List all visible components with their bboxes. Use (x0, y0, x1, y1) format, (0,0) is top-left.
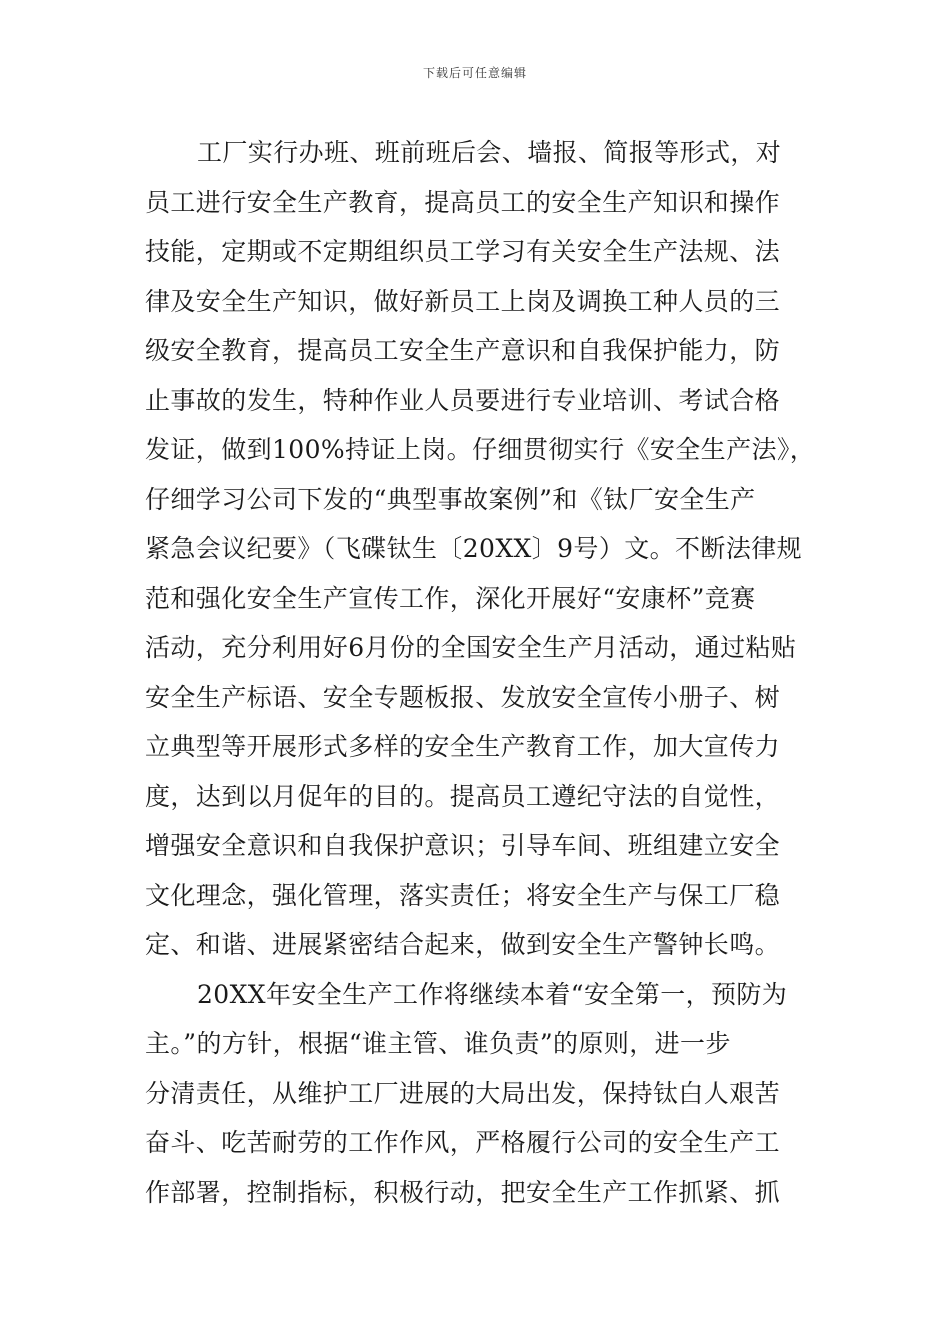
paragraph-1 (145, 128, 816, 970)
paragraph-2 (145, 970, 805, 1218)
text-line: 技能，定期或不定期组织员工学习有关安全生产法规、法 (145, 237, 781, 266)
text-line: 发证，做到100%持证上岗。仔细贯彻实行《安全生产法》， (145, 435, 816, 464)
text-line: 度，达到以月促年的目的。提高员工遵纪守法的自觉性， (145, 781, 781, 811)
document-body (145, 128, 816, 1217)
text-line: 立典型等开展形式多样的安全生产教育工作，加大宣传力 (145, 732, 781, 761)
text-line: 安全生产标语、安全专题板报、发放安全宣传小册子、树 (145, 682, 781, 712)
text-line: 律及安全生产知识，做好新员工上岗及调换工种人员的三 (145, 286, 781, 316)
text-line: 员工进行安全生产教育，提高员工的安全生产知识和操作 (145, 187, 781, 217)
text-line: 分清责任，从维护工厂进展的大局出发，保持钛白人艰苦 (145, 1078, 781, 1108)
text-line: 级安全教育，提高员工安全生产意识和自我保护能力，防 (145, 336, 781, 365)
page-header: 下载后可任意编辑 (422, 66, 527, 80)
text-line: 定、和谐、进展紧密结合起来，做到安全生产警钟长鸣。 (145, 930, 781, 959)
text-line: 范和强化安全生产宣传工作，深化开展好“安康杯”竞赛 (145, 583, 756, 613)
text-line: 止事故的发生，特种作业人员要进行专业培训、考试合格 (145, 385, 781, 415)
text-line: 主。”的方针，根据“谁主管、谁负责”的原则，进一步 (145, 1029, 731, 1058)
text-line: 20XX年安全生产工作将继续本着“安全第一，预防为 (197, 979, 788, 1009)
text-line: 作部署，控制指标，积极行动，把安全生产工作抓紧、抓 (145, 1177, 781, 1207)
text-line: 仔细学习公司下发的“典型事故案例”和《钛厂安全生产 (145, 484, 756, 514)
text-line: 奋斗、吃苦耐劳的工作作风，严格履行公司的安全生产工 (145, 1128, 781, 1157)
text-line: 文化理念，强化管理，落实责任；将安全生产与保工厂稳 (145, 880, 781, 910)
text-line: 活动，充分利用好6月份的全国安全生产月活动，通过粘贴 (145, 633, 797, 662)
text-line: 紧急会议纪要》（飞碟钛生〔20XX〕9号）文。不断法律规 (145, 534, 803, 563)
text-line: 工厂实行办班、班前班后会、墙报、简报等形式，对 (197, 138, 782, 167)
text-line: 增强安全意识和自我保护意识；引导车间、班组建立安全 (145, 831, 781, 860)
